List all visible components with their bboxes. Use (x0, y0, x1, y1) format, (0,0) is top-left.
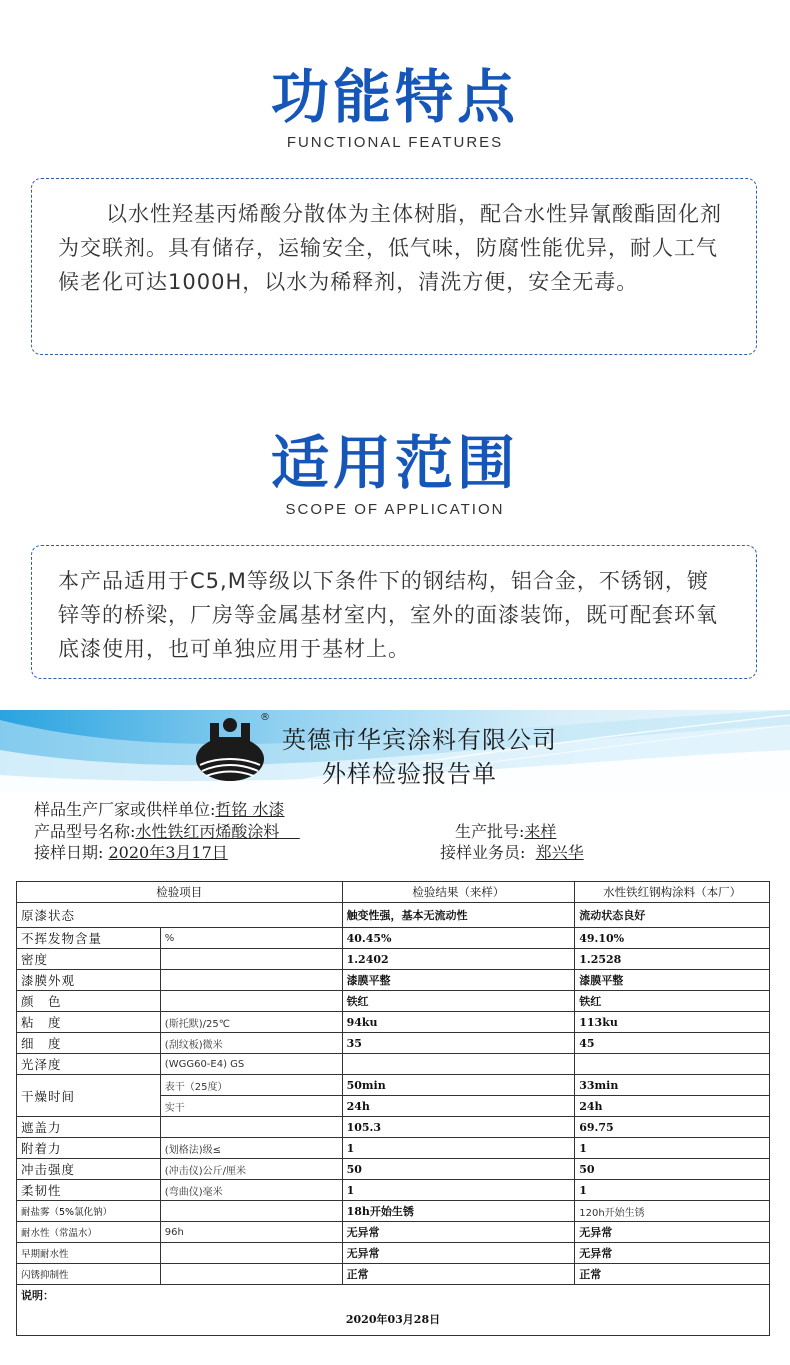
row-ours: 113ku (575, 1012, 770, 1033)
row-sample: 无异常 (342, 1243, 575, 1264)
row-sample (342, 1054, 575, 1075)
row-cond (160, 1117, 342, 1138)
row-cond (160, 970, 342, 991)
note-row (17, 1285, 770, 1336)
row-sample: 18h开始生锈 (342, 1201, 575, 1222)
row-ours: 无异常 (575, 1222, 770, 1243)
table-row (17, 970, 770, 991)
row-cond: % (160, 928, 342, 949)
row-sample: 无异常 (342, 1222, 575, 1243)
row-cond (160, 949, 342, 970)
row-cond: (划格法)级≤ (160, 1138, 342, 1159)
model-value: 水性铁红丙烯酸涂料 (135, 822, 280, 841)
row-ours: 无异常 (575, 1243, 770, 1264)
row-ours: 33min (575, 1075, 770, 1096)
table-row (17, 1243, 770, 1264)
date-value: 2020年3月17日 (108, 843, 228, 862)
table-row (17, 928, 770, 949)
staff-line (440, 840, 584, 863)
row-item: 原漆状态 (17, 903, 343, 928)
company-logo-icon (192, 713, 274, 787)
row-cond: 表干（25度） (160, 1075, 342, 1096)
row-sample: 1 (342, 1138, 575, 1159)
row-sample: 1.2402 (342, 949, 575, 970)
staff-value: 郑兴华 (535, 843, 584, 862)
table-row (17, 1054, 770, 1075)
row-cond: (斯托默)/25℃ (160, 1012, 342, 1033)
scope-box (31, 545, 757, 679)
inspection-table (16, 881, 770, 1336)
row-ours: 120h开始生锈 (575, 1201, 770, 1222)
row-ours: 漆膜平整 (575, 970, 770, 991)
row-ours: 24h (575, 1096, 770, 1117)
table-header-row (17, 882, 770, 903)
row-sample: 24h (342, 1096, 575, 1117)
row-ours: 正常 (575, 1264, 770, 1285)
row-cond: (WGG60-E4) GS (160, 1054, 342, 1075)
row-ours: 1 (575, 1180, 770, 1201)
scope-text: 本产品适用于C5,M等级以下条件下的钢结构，铝合金，不锈钢，镀锌等的桥梁，厂房等金属基材室内，室外的面漆装饰，既可配套环氧底漆使用，也可单独应用于基材上。 (58, 569, 718, 661)
staff-label: 接样业务员: (440, 843, 526, 862)
model-label: 产品型号名称: (34, 822, 136, 841)
row-sample: 50min (342, 1075, 575, 1096)
row-ours: 铁红 (575, 991, 770, 1012)
row-item: 不挥发物含量 (17, 928, 161, 949)
row-sample: 35 (342, 1033, 575, 1054)
maker-label: 样品生产厂家或供样单位: (34, 800, 216, 819)
row-item: 漆膜外观 (17, 970, 161, 991)
report-date: 2020年03月28日 (345, 1313, 441, 1326)
row-item: 耐水性（常温水） (17, 1222, 161, 1243)
table-row (17, 991, 770, 1012)
row-ours: 49.10% (575, 928, 770, 949)
report-title: 外样检验报告单 (322, 760, 497, 788)
row-sample: 40.45% (342, 928, 575, 949)
features-text: 以水性羟基丙烯酸分散体为主体树脂，配合水性异氰酸酯固化剂为交联剂。具有储存，运输安全，低气味，防腐性能优异，耐人工气候老化可达1000H，以水为稀释剂，清洗方便，安全无毒。 (58, 202, 722, 294)
table-row (17, 1033, 770, 1054)
row-item: 干燥时间 (17, 1075, 161, 1117)
row-item: 附着力 (17, 1138, 161, 1159)
row-sample: 触变性强，基本无流动性 (342, 903, 575, 928)
row-cond: (冲击仪)公斤/厘米 (160, 1159, 342, 1180)
header-item: 检验项目 (17, 882, 343, 903)
row-sample: 50 (342, 1159, 575, 1180)
table-row (17, 1159, 770, 1180)
table-row (17, 903, 770, 928)
row-cond: 实干 (160, 1096, 342, 1117)
row-cond (160, 1201, 342, 1222)
table-row (17, 949, 770, 970)
row-item: 早期耐水性 (17, 1243, 161, 1264)
header-sample: 检验结果（来样） (342, 882, 575, 903)
row-item: 密度 (17, 949, 161, 970)
row-cond: (刮纹板)微米 (160, 1033, 342, 1054)
row-item: 闪锈抑制性 (17, 1264, 161, 1285)
row-sample: 漆膜平整 (342, 970, 575, 991)
row-item: 细 度 (17, 1033, 161, 1054)
company-name: 英德市华宾涂料有限公司 (282, 726, 557, 754)
date-line (34, 840, 228, 863)
row-item: 冲击强度 (17, 1159, 161, 1180)
row-ours (575, 1054, 770, 1075)
row-sample: 94ku (342, 1012, 575, 1033)
row-cond: (弯曲仪)毫米 (160, 1180, 342, 1201)
row-cond (160, 991, 342, 1012)
row-item: 耐盐雾（5%氯化钠） (17, 1201, 161, 1222)
note-cell (17, 1285, 770, 1336)
features-subtitle: FUNCTIONAL FEATURES (286, 134, 504, 151)
note-label: 说明： (21, 1289, 54, 1302)
table-row (17, 1075, 770, 1096)
row-ours: 50 (575, 1159, 770, 1180)
row-cond (160, 1243, 342, 1264)
row-sample: 105.3 (342, 1117, 575, 1138)
features-box (31, 178, 757, 355)
row-sample: 铁红 (342, 991, 575, 1012)
model-line (34, 819, 300, 842)
row-item: 颜 色 (17, 991, 161, 1012)
row-cond: 96h (160, 1222, 342, 1243)
row-item: 遮盖力 (17, 1117, 161, 1138)
row-item: 光泽度 (17, 1054, 161, 1075)
row-item: 粘 度 (17, 1012, 161, 1033)
maker-value: 哲铭 水漆 (215, 800, 285, 819)
scope-subtitle: SCOPE OF APPLICATION (285, 501, 505, 518)
maker-line (34, 797, 285, 820)
header-ours: 水性铁红钢构涂料（本厂） (575, 882, 770, 903)
table-row (17, 1180, 770, 1201)
report-banner (0, 710, 790, 792)
row-ours: 1 (575, 1138, 770, 1159)
row-cond (160, 1264, 342, 1285)
row-ours: 1.2528 (575, 949, 770, 970)
registered-mark: ® (260, 712, 270, 723)
table-row (17, 1222, 770, 1243)
row-ours: 45 (575, 1033, 770, 1054)
row-sample: 正常 (342, 1264, 575, 1285)
table-row (17, 1264, 770, 1285)
features-title: 功能特点 (270, 63, 519, 131)
table-row (17, 1012, 770, 1033)
batch-label: 生产批号: (455, 822, 525, 841)
batch-value: 来样 (524, 822, 557, 841)
scope-title: 适用范围 (270, 429, 519, 497)
inspection-report (0, 710, 790, 1365)
row-item: 柔韧性 (17, 1180, 161, 1201)
table-row (17, 1201, 770, 1222)
date-label: 接样日期: (34, 843, 104, 862)
table-row (17, 1117, 770, 1138)
row-sample: 1 (342, 1180, 575, 1201)
row-ours: 69.75 (575, 1117, 770, 1138)
table-row (17, 1138, 770, 1159)
row-ours: 流动状态良好 (575, 903, 770, 928)
batch-line (455, 819, 556, 842)
